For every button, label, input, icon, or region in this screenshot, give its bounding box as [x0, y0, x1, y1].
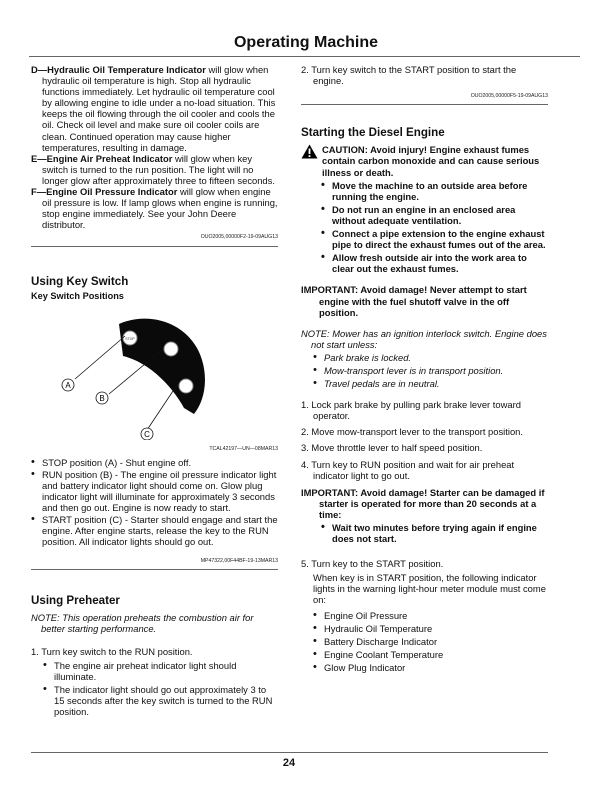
left-column — [31, 64, 278, 719]
list-item: • Battery Discharge Indicator — [313, 636, 548, 647]
key-switch-positions-list — [31, 457, 278, 548]
list-item: • The engine air preheat indicator light should illuminate. — [43, 660, 278, 682]
indicator-light-list — [313, 610, 548, 673]
note-text: NOTE: Mower has an ignition interlock switch. Engine does not start unless: — [301, 327, 547, 350]
list-item: • RUN position (B) - The engine oil pressure indicator light and battery indicator light should come on. Glow plug indicator light will illuminate for approximately 3 seconds and then go out. Engine is now ready to start. — [31, 469, 278, 513]
list-item: • Allow fresh outside air into the work area to clear out the exhaust fumes. — [321, 252, 548, 274]
page-number: 24 — [282, 757, 296, 769]
reference-code: MP47322,00F44BF-19-13MAR13 — [200, 557, 278, 564]
reference-code: OUO2005,00000F5-19-09AUG13 — [470, 93, 548, 100]
list-item: • Do not run an engine in an enclosed area without adequate ventilation. — [321, 204, 548, 226]
list-item: • The indicator light should go out approximately 3 to 15 seconds after the key switch is turned to the RUN position. — [43, 684, 278, 717]
list-item: • Connect a pipe extension to the engine exhaust pipe to direct the exhaust fumes out of the area. — [321, 228, 548, 250]
caution-text: CAUTION: Avoid injury! Engine exhaust fumes contain carbon monoxide and can cause serious illness or death. — [322, 144, 540, 178]
step-item: 5. Turn key to the START position. — [301, 558, 444, 570]
figure-reference: TCAL42197—UN—08MAR13 — [209, 445, 278, 452]
stop-label: STOP — [125, 336, 135, 341]
steps-list — [301, 399, 548, 481]
list-item: • Mow-transport lever is in transport position. — [313, 365, 548, 376]
figure-label-a: A — [65, 380, 71, 390]
warning-icon — [301, 144, 318, 159]
step-description: When key is in START position, the following indicator lights in the warning light-hour meter module must come on: — [313, 572, 546, 606]
figure-label-b: B — [99, 393, 105, 403]
footer-divider — [31, 752, 548, 753]
figure-label-c: C — [144, 429, 150, 439]
step-item: 1. Turn key switch to the RUN position. — [31, 645, 193, 657]
key-switch-figure — [31, 316, 278, 440]
list-item: • Engine Oil Pressure — [313, 610, 548, 621]
list-item: • Glow Plug Indicator — [313, 662, 548, 673]
important-notice: IMPORTANT: Avoid damage! Starter can be damaged if starter is operated for more than 20 seconds at a time: — [301, 486, 545, 520]
section-heading: Starting the Diesel Engine — [301, 126, 445, 140]
step-item: 2. Turn key switch to the START position to start the engine. — [301, 64, 517, 87]
step-item: 4. Turn key to RUN position and wait for air preheat indicator light to go out. — [301, 458, 515, 481]
section-heading: Using Preheater — [31, 593, 120, 607]
list-item: • Travel pedals are in neutral. — [313, 378, 548, 389]
list-item: • Wait two minutes before trying again if engine does not start. — [321, 522, 548, 544]
indicator-definition: D—Hydraulic Oil Temperature Indicator will glow when hydraulic oil temperature is high. Stop all hydraulic functions immediately. Let hydraulic oil temperature cool by allowing engine to idle under a no-load situation. This keeps the oil flowing through the oil cooler and cools the oil. Check oil level and make sure oil cooler coils are clean. Continued operation may cause higher temperatures, resulting in damage. — [31, 64, 276, 153]
step-bullet-list — [43, 660, 278, 717]
list-item: • Engine Coolant Temperature — [313, 649, 548, 660]
note-text: NOTE: This operation preheats the combustion air for better starting performance. — [31, 611, 254, 634]
step-item: 1. Lock park brake by pulling park brake lever toward operator. — [301, 399, 521, 422]
list-item: • START position (C) - Starter should engage and start the engine. After engine starts, release the key to the RUN position. All indicator lights should go out. — [31, 514, 278, 547]
title-divider — [29, 56, 580, 57]
important-notice: IMPORTANT: Avoid damage! Never attempt to start engine with the fuel shutoff valve in the off position. — [301, 284, 527, 318]
right-column — [301, 64, 548, 675]
caution-block — [301, 144, 548, 177]
subsection-heading: Key Switch Positions — [31, 290, 124, 301]
indicator-definition: F—Engine Oil Pressure Indicator will glow when engine oil pressure is low. If lamp glows when engine is running, stop engine immediately. See your John Deere distributor. — [31, 186, 278, 231]
key-switch-illustration — [31, 316, 278, 440]
caution-bullet-list — [321, 180, 548, 275]
list-item: • Park brake is locked. — [313, 352, 548, 363]
list-item: • Hydraulic Oil Temperature — [313, 623, 548, 634]
page-title: Operating Machine — [233, 34, 379, 51]
note-bullet-list — [313, 352, 548, 389]
step-item: 2. Move mow-transport lever to the transport position. — [301, 426, 523, 438]
important-bullet-list — [321, 522, 548, 544]
section-divider — [301, 104, 548, 105]
list-item: • Move the machine to an outside area before running the engine. — [321, 180, 548, 202]
list-item: • STOP position (A) - Shut engine off. — [31, 457, 278, 468]
section-divider — [31, 246, 278, 247]
section-heading: Using Key Switch — [31, 274, 129, 288]
step-item: 3. Move throttle lever to half speed position. — [301, 442, 483, 454]
indicator-definition: E—Engine Air Preheat Indicator will glow when key switch is turned to the run position. The light will no longer glow after approximately three to fifteen seconds. — [31, 152, 275, 186]
reference-code: OUO2005,00000F2-19-09AUG13 — [200, 234, 278, 241]
section-divider — [31, 569, 278, 570]
